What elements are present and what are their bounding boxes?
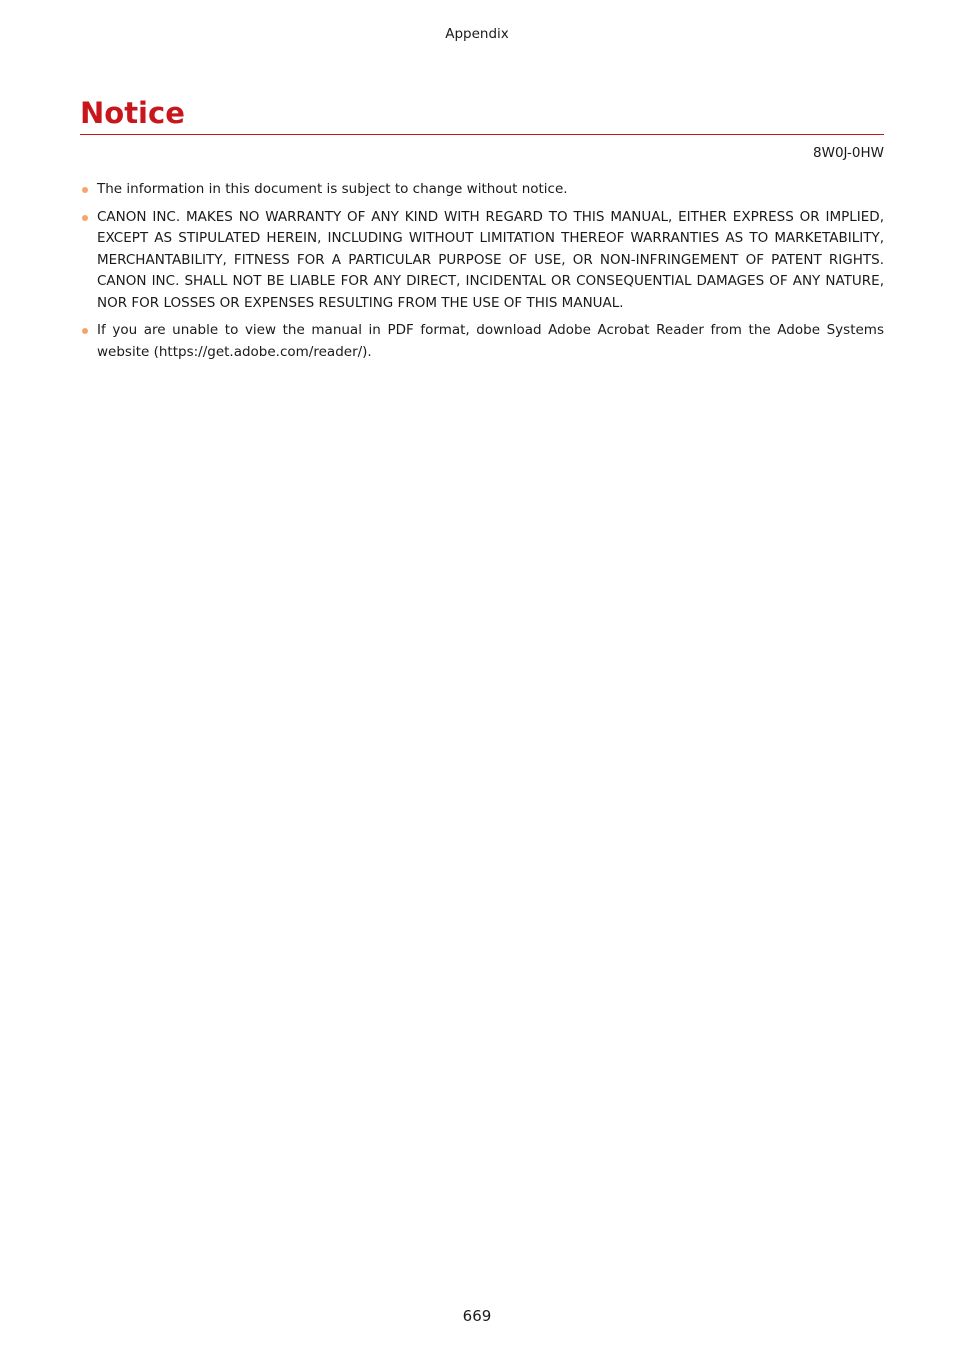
page-title: Notice xyxy=(80,96,185,130)
list-item xyxy=(80,207,884,315)
list-item-text: CANON INC. MAKES NO WARRANTY OF ANY KIND WITH REGARD TO THIS MANUAL, EITHER EXPRESS OR IMPLIED, EXCEPT AS STIPULATED HEREIN, INCLUDING WITHOUT LIMITATION THEREOF WARRANTIES AS TO MARKETABILITY, MERCHANTABILITY, FITNESS FOR A PARTICULAR PURPOSE OF USE, OR NON-INFRINGEMENT OF PATENT RIGHTS. CANON INC. SHALL NOT BE LIABLE FOR ANY DIRECT, INCIDENTAL OR CONSEQUENTIAL DAMAGES OF ANY NATURE, NOR FOR LOSSES OR EXPENSES RESULTING FROM THE USE OF THIS MANUAL. xyxy=(97,208,884,311)
running-header: Appendix xyxy=(445,26,509,42)
list-item-text: If you are unable to view the manual in PDF format, download Adobe Acrobat Reader from the Adobe Systems website (https://get.adobe.com/reader/). xyxy=(97,322,884,360)
list-item-text: The information in this document is subject to change without notice. xyxy=(97,181,568,197)
title-rule xyxy=(80,134,884,135)
notice-list xyxy=(80,179,884,369)
bullet-dot-icon xyxy=(82,187,88,193)
bullet-dot-icon xyxy=(82,215,88,221)
page-number: 669 xyxy=(462,1307,492,1325)
list-item xyxy=(80,320,884,363)
bullet-dot-icon xyxy=(82,328,88,334)
document-id: 8W0J-0HW xyxy=(813,145,884,161)
list-item xyxy=(80,179,884,201)
